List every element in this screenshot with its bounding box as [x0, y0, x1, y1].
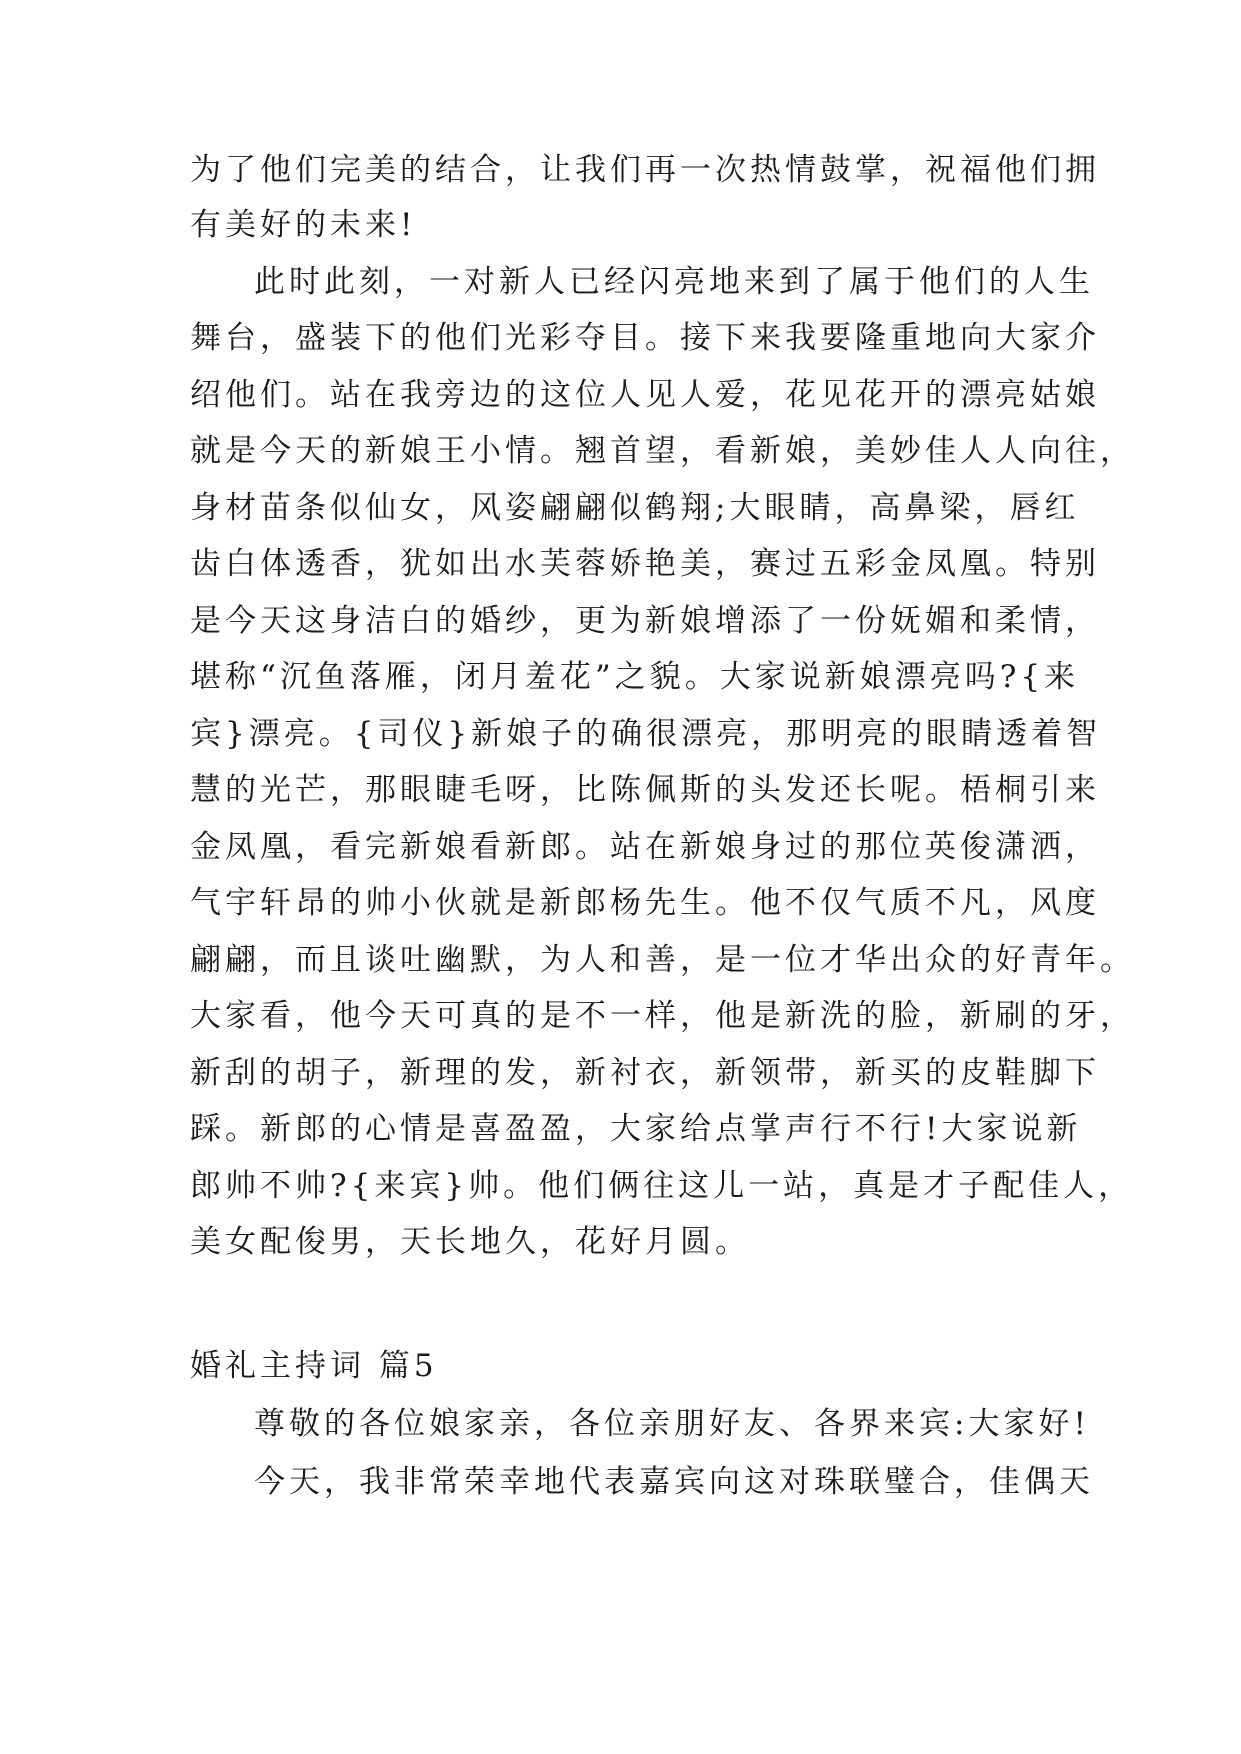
- text-line: 宾}漂亮。{司仪}新娘子的确很漂亮，那明亮的眼睛透着智: [190, 716, 1102, 752]
- text-line: 翩翩，而且谈吐幽默，为人和善，是一位才华出众的好青年。: [190, 942, 1135, 978]
- text-line: 有美好的未来!: [190, 207, 417, 243]
- text-line: 金凤凰，看完新娘看新郎。站在新娘身过的那位英俊潇洒，: [190, 829, 1100, 865]
- text-line: 美女配俊男，天长地久，花好月圆。: [190, 1224, 750, 1260]
- text-line: 舞台，盛装下的他们光彩夺目。接下来我要隆重地向大家介: [190, 320, 1100, 356]
- text-line: 郎帅不帅?{来宾}帅。他们俩往这儿一站，真是才子配佳人，: [190, 1168, 1134, 1204]
- text-line: 堪称“沉鱼落雁，闭月羞花”之貌。大家说新娘漂亮吗?{来: [190, 659, 1080, 695]
- paragraph-start: 尊敬的各位娘家亲，各位亲朋好友、各界来宾:大家好!: [254, 1406, 1090, 1442]
- text-line: 是今天这身洁白的婚纱，更为新娘增添了一份妩媚和柔情，: [190, 603, 1100, 639]
- text-line: 绍他们。站在我旁边的这位人见人爱，花见花开的漂亮姑娘: [190, 377, 1100, 413]
- text-line: 新刮的胡子，新理的发，新衬衣，新领带，新买的皮鞋脚下: [190, 1055, 1100, 1091]
- section-heading: 婚礼主持词 篇5: [190, 1348, 438, 1384]
- text-line: 齿白体透香，犹如出水芙蓉娇艳美，赛过五彩金凤凰。特别: [190, 546, 1100, 582]
- text-line: 大家看，他今天可真的是不一样，他是新洗的脸，新刷的牙，: [190, 998, 1135, 1034]
- text-line: 慧的光芒，那眼睫毛呀，比陈佩斯的头发还长呢。梧桐引来: [190, 772, 1100, 808]
- text-line: 为了他们完美的结合，让我们再一次热情鼓掌，祝福他们拥: [190, 152, 1100, 188]
- paragraph-start: 此时此刻，一对新人已经闪亮地来到了属于他们的人生: [254, 264, 1094, 300]
- text-line: 就是今天的新娘王小情。翘首望，看新娘，美妙佳人人向往，: [190, 433, 1135, 469]
- text-line: 踩。新郎的心情是喜盈盈，大家给点掌声行不行!大家说新: [190, 1111, 1082, 1147]
- text-line: 气宇轩昂的帅小伙就是新郎杨先生。他不仅气质不凡，风度: [190, 885, 1100, 921]
- paragraph-start: 今天，我非常荣幸地代表嘉宾向这对珠联璧合，佳偶天: [254, 1464, 1094, 1500]
- text-line: 身材苗条似仙女，风姿翩翩似鹤翔;大眼睛，高鼻梁，唇红: [190, 490, 1080, 526]
